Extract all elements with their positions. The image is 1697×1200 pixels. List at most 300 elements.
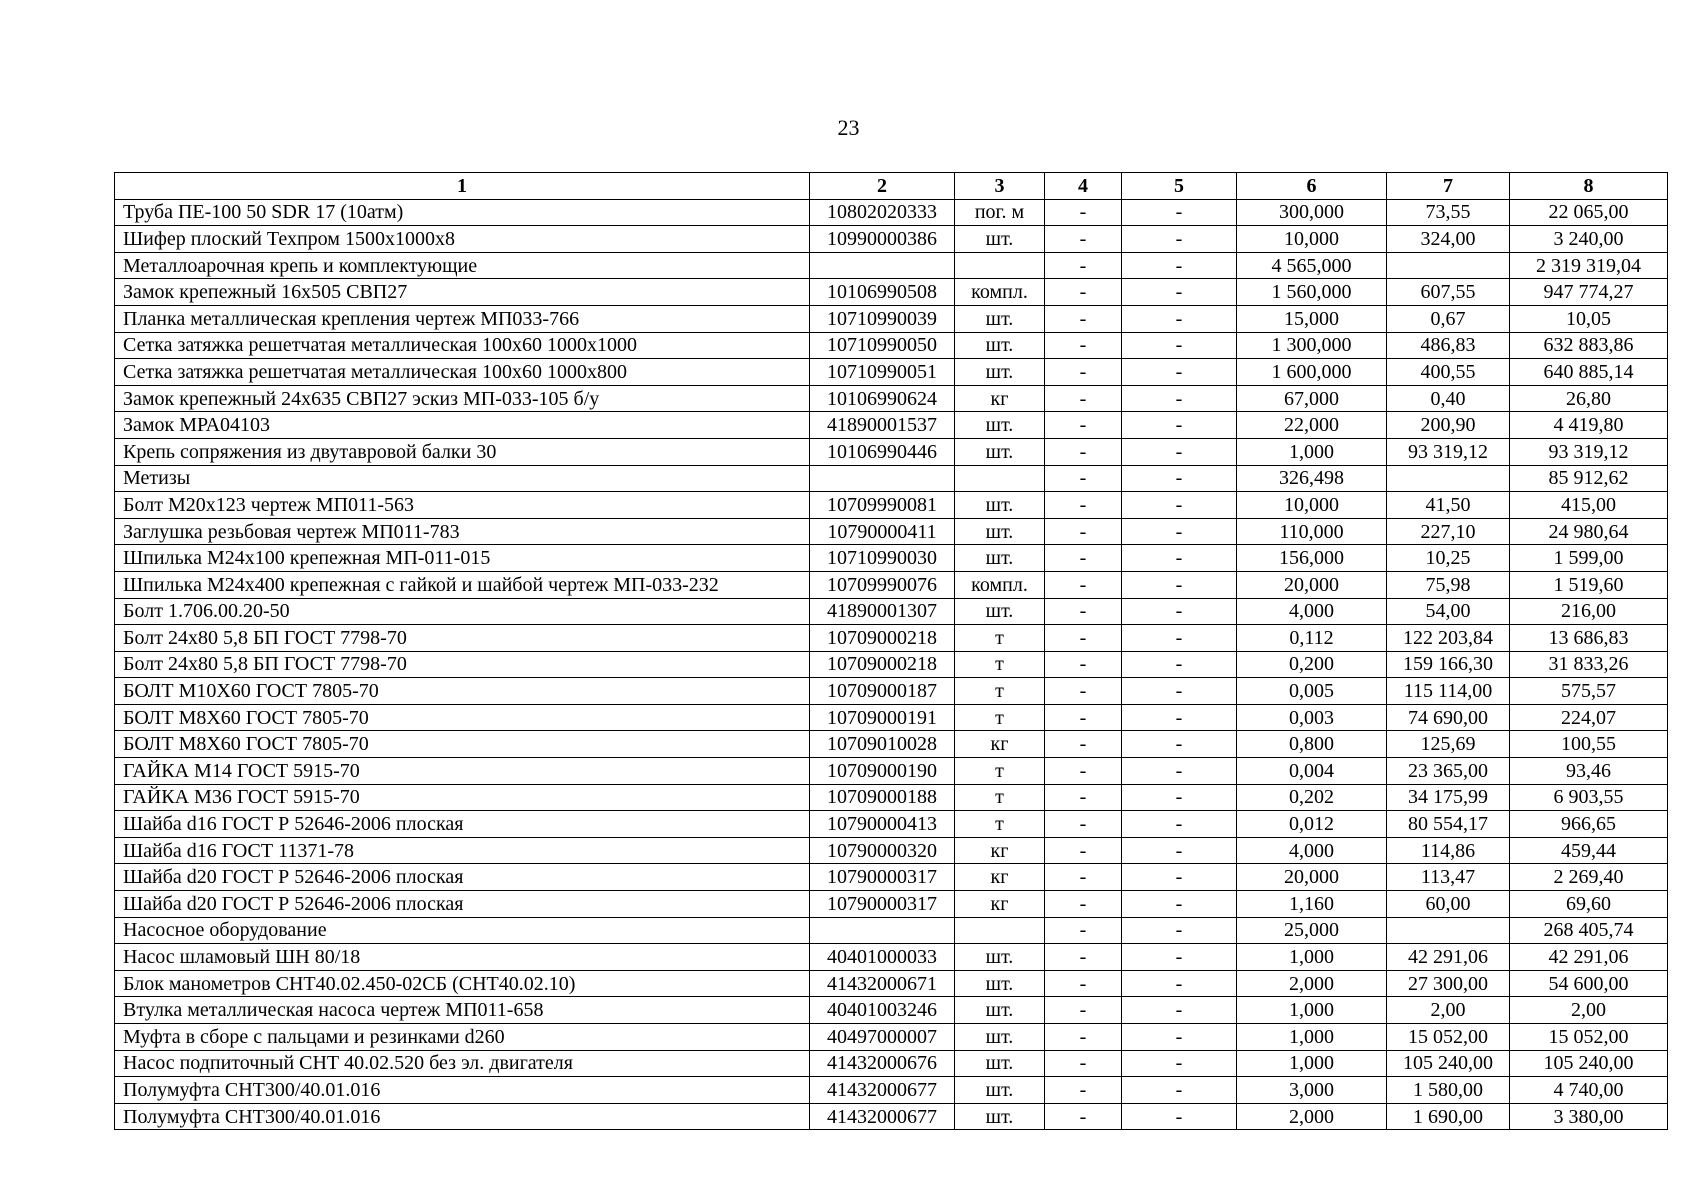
col4-cell: - [1045, 1103, 1122, 1130]
unit-cell: т [955, 811, 1045, 838]
amount-cell: 268 405,74 [1510, 917, 1668, 944]
item-name-cell: Замок крепежный 24х635 СВП27 эскиз МП-033-105 б/у [115, 385, 810, 412]
item-code-cell: 40401003246 [810, 997, 955, 1024]
quantity-cell: 4 565,000 [1237, 252, 1387, 279]
col4-cell: - [1045, 465, 1122, 492]
col5-cell: - [1122, 518, 1237, 545]
amount-cell: 10,05 [1510, 305, 1668, 332]
item-code-cell: 10709000218 [810, 625, 955, 652]
col5-cell: - [1122, 704, 1237, 731]
item-code-cell: 10790000317 [810, 864, 955, 891]
col4-cell: - [1045, 359, 1122, 386]
unit-cell: т [955, 651, 1045, 678]
col4-cell: - [1045, 704, 1122, 731]
table-row [115, 997, 1668, 1024]
quantity-cell: 0,003 [1237, 704, 1387, 731]
quantity-cell: 110,000 [1237, 518, 1387, 545]
col5-cell: - [1122, 545, 1237, 572]
unit-cell: т [955, 625, 1045, 652]
col5-cell: - [1122, 359, 1237, 386]
column-header: 4 [1045, 173, 1122, 200]
col5-cell: - [1122, 997, 1237, 1024]
unit-cell: шт. [955, 1050, 1045, 1077]
item-name-cell: Шпилька М24х100 крепежная МП-011-015 [115, 545, 810, 572]
price-cell: 42 291,06 [1387, 944, 1510, 971]
quantity-cell: 2,000 [1237, 970, 1387, 997]
item-name-cell: ГАЙКА М36 ГОСТ 5915-70 [115, 784, 810, 811]
amount-cell: 85 912,62 [1510, 465, 1668, 492]
item-name-cell: Шайба d16 ГОСТ 11371-78 [115, 837, 810, 864]
amount-cell: 1 519,60 [1510, 571, 1668, 598]
table-row [115, 279, 1668, 306]
table-row [115, 1050, 1668, 1077]
column-header: 2 [810, 173, 955, 200]
item-name-cell: Труба ПЕ-100 50 SDR 17 (10атм) [115, 199, 810, 226]
amount-cell: 13 686,83 [1510, 625, 1668, 652]
amount-cell: 947 774,27 [1510, 279, 1668, 306]
amount-cell: 42 291,06 [1510, 944, 1668, 971]
price-cell: 54,00 [1387, 598, 1510, 625]
amount-cell: 459,44 [1510, 837, 1668, 864]
table-row [115, 359, 1668, 386]
col5-cell: - [1122, 465, 1237, 492]
item-name-cell: Втулка металлическая насоса чертеж МП011-658 [115, 997, 810, 1024]
amount-cell: 966,65 [1510, 811, 1668, 838]
item-name-cell: Насос шламовый ШН 80/18 [115, 944, 810, 971]
col5-cell: - [1122, 412, 1237, 439]
amount-cell: 93,46 [1510, 758, 1668, 785]
quantity-cell: 3,000 [1237, 1077, 1387, 1104]
price-cell: 486,83 [1387, 332, 1510, 359]
amount-cell: 2,00 [1510, 997, 1668, 1024]
table-header-row [115, 173, 1668, 200]
item-code-cell: 10709000190 [810, 758, 955, 785]
item-code-cell: 10709990081 [810, 492, 955, 519]
item-code-cell: 10106990446 [810, 438, 955, 465]
col5-cell: - [1122, 864, 1237, 891]
item-code-cell: 10710990030 [810, 545, 955, 572]
unit-cell: шт. [955, 545, 1045, 572]
unit-cell: кг [955, 731, 1045, 758]
col5-cell: - [1122, 1024, 1237, 1051]
quantity-cell: 20,000 [1237, 864, 1387, 891]
materials-table-container [114, 172, 1668, 1130]
item-code-cell: 10709990076 [810, 571, 955, 598]
column-header: 3 [955, 173, 1045, 200]
amount-cell: 105 240,00 [1510, 1050, 1668, 1077]
unit-cell: шт. [955, 944, 1045, 971]
unit-cell [955, 252, 1045, 279]
quantity-cell: 300,000 [1237, 199, 1387, 226]
unit-cell: шт. [955, 598, 1045, 625]
price-cell: 0,40 [1387, 385, 1510, 412]
col5-cell: - [1122, 252, 1237, 279]
table-row [115, 332, 1668, 359]
unit-cell: т [955, 758, 1045, 785]
quantity-cell: 0,200 [1237, 651, 1387, 678]
item-name-cell: Замок МРА04103 [115, 412, 810, 439]
price-cell: 73,55 [1387, 199, 1510, 226]
col5-cell: - [1122, 305, 1237, 332]
col4-cell: - [1045, 385, 1122, 412]
unit-cell: шт. [955, 492, 1045, 519]
amount-cell: 4 740,00 [1510, 1077, 1668, 1104]
amount-cell: 3 240,00 [1510, 226, 1668, 253]
col4-cell: - [1045, 571, 1122, 598]
col4-cell: - [1045, 837, 1122, 864]
item-name-cell: Металлоарочная крепь и комплектующие [115, 252, 810, 279]
col5-cell: - [1122, 1050, 1237, 1077]
price-cell: 93 319,12 [1387, 438, 1510, 465]
col5-cell: - [1122, 811, 1237, 838]
col5-cell: - [1122, 625, 1237, 652]
quantity-cell: 22,000 [1237, 412, 1387, 439]
table-row [115, 492, 1668, 519]
col4-cell: - [1045, 438, 1122, 465]
item-code-cell: 10106990508 [810, 279, 955, 306]
column-header: 1 [115, 173, 810, 200]
item-code-cell: 40401000033 [810, 944, 955, 971]
unit-cell: кг [955, 864, 1045, 891]
item-code-cell: 10709000187 [810, 678, 955, 705]
unit-cell: шт. [955, 1103, 1045, 1130]
amount-cell: 22 065,00 [1510, 199, 1668, 226]
table-row [115, 252, 1668, 279]
price-cell: 41,50 [1387, 492, 1510, 519]
table-row [115, 518, 1668, 545]
quantity-cell: 15,000 [1237, 305, 1387, 332]
price-cell: 114,86 [1387, 837, 1510, 864]
table-row [115, 571, 1668, 598]
unit-cell: т [955, 678, 1045, 705]
col4-cell: - [1045, 492, 1122, 519]
table-row [115, 625, 1668, 652]
col4-cell: - [1045, 944, 1122, 971]
col4-cell: - [1045, 917, 1122, 944]
price-cell: 200,90 [1387, 412, 1510, 439]
unit-cell: шт. [955, 1024, 1045, 1051]
quantity-cell: 1,000 [1237, 997, 1387, 1024]
quantity-cell: 0,012 [1237, 811, 1387, 838]
quantity-cell: 10,000 [1237, 492, 1387, 519]
col5-cell: - [1122, 678, 1237, 705]
item-code-cell: 10709000191 [810, 704, 955, 731]
col4-cell: - [1045, 651, 1122, 678]
col5-cell: - [1122, 598, 1237, 625]
col4-cell: - [1045, 1077, 1122, 1104]
quantity-cell: 67,000 [1237, 385, 1387, 412]
col5-cell: - [1122, 438, 1237, 465]
col5-cell: - [1122, 651, 1237, 678]
item-name-cell: БОЛТ М10Х60 ГОСТ 7805-70 [115, 678, 810, 705]
col5-cell: - [1122, 891, 1237, 918]
table-row [115, 1024, 1668, 1051]
item-name-cell: Насосное оборудование [115, 917, 810, 944]
item-code-cell: 10790000320 [810, 837, 955, 864]
unit-cell: шт. [955, 332, 1045, 359]
table-row [115, 226, 1668, 253]
amount-cell: 93 319,12 [1510, 438, 1668, 465]
item-code-cell: 10802020333 [810, 199, 955, 226]
table-row [115, 438, 1668, 465]
col4-cell: - [1045, 545, 1122, 572]
price-cell [1387, 252, 1510, 279]
col5-cell: - [1122, 492, 1237, 519]
column-header: 5 [1122, 173, 1237, 200]
item-name-cell: Заглушка резьбовая чертеж МП011-783 [115, 518, 810, 545]
unit-cell [955, 465, 1045, 492]
quantity-cell: 1,160 [1237, 891, 1387, 918]
price-cell: 34 175,99 [1387, 784, 1510, 811]
col5-cell: - [1122, 758, 1237, 785]
item-name-cell: Замок крепежный 16х505 СВП27 [115, 279, 810, 306]
quantity-cell: 10,000 [1237, 226, 1387, 253]
item-name-cell: Болт 24х80 5,8 БП ГОСТ 7798-70 [115, 625, 810, 652]
price-cell: 23 365,00 [1387, 758, 1510, 785]
materials-table [114, 172, 1668, 1130]
item-code-cell: 41432000677 [810, 1103, 955, 1130]
unit-cell: т [955, 784, 1045, 811]
col5-cell: - [1122, 332, 1237, 359]
item-name-cell: Блок манометров СНТ40.02.450-02СБ (СНТ40.02.10) [115, 970, 810, 997]
amount-cell: 224,07 [1510, 704, 1668, 731]
item-name-cell: Шайба d20 ГОСТ Р 52646-2006 плоская [115, 864, 810, 891]
item-code-cell: 40497000007 [810, 1024, 955, 1051]
price-cell [1387, 917, 1510, 944]
column-header: 8 [1510, 173, 1668, 200]
item-name-cell: Шпилька М24х400 крепежная с гайкой и шайбой чертеж МП-033-232 [115, 571, 810, 598]
amount-cell: 15 052,00 [1510, 1024, 1668, 1051]
quantity-cell: 1 600,000 [1237, 359, 1387, 386]
price-cell: 324,00 [1387, 226, 1510, 253]
item-name-cell: Сетка затяжка решетчатая металлическая 100х60 1000х800 [115, 359, 810, 386]
item-code-cell: 10710990050 [810, 332, 955, 359]
table-row [115, 864, 1668, 891]
unit-cell: компл. [955, 279, 1045, 306]
amount-cell: 24 980,64 [1510, 518, 1668, 545]
price-cell: 122 203,84 [1387, 625, 1510, 652]
item-name-cell: Болт 1.706.00.20-50 [115, 598, 810, 625]
col4-cell: - [1045, 1024, 1122, 1051]
table-row [115, 598, 1668, 625]
col4-cell: - [1045, 252, 1122, 279]
col4-cell: - [1045, 758, 1122, 785]
item-code-cell: 10709000188 [810, 784, 955, 811]
item-code-cell: 10106990624 [810, 385, 955, 412]
unit-cell: шт. [955, 518, 1045, 545]
unit-cell: шт. [955, 1077, 1045, 1104]
col5-cell: - [1122, 970, 1237, 997]
col4-cell: - [1045, 199, 1122, 226]
quantity-cell: 4,000 [1237, 598, 1387, 625]
quantity-cell: 25,000 [1237, 917, 1387, 944]
amount-cell: 2 319 319,04 [1510, 252, 1668, 279]
col5-cell: - [1122, 226, 1237, 253]
unit-cell: шт. [955, 970, 1045, 997]
item-name-cell: ГАЙКА М14 ГОСТ 5915-70 [115, 758, 810, 785]
price-cell: 1 580,00 [1387, 1077, 1510, 1104]
price-cell: 0,67 [1387, 305, 1510, 332]
price-cell: 75,98 [1387, 571, 1510, 598]
unit-cell: шт. [955, 226, 1045, 253]
unit-cell [955, 917, 1045, 944]
item-code-cell: 10790000317 [810, 891, 955, 918]
quantity-cell: 0,800 [1237, 731, 1387, 758]
item-code-cell: 41432000676 [810, 1050, 955, 1077]
unit-cell: шт. [955, 305, 1045, 332]
unit-cell: кг [955, 891, 1045, 918]
item-name-cell: Метизы [115, 465, 810, 492]
item-code-cell: 41432000671 [810, 970, 955, 997]
col5-cell: - [1122, 944, 1237, 971]
unit-cell: шт. [955, 359, 1045, 386]
price-cell: 115 114,00 [1387, 678, 1510, 705]
table-row [115, 545, 1668, 572]
unit-cell: кг [955, 837, 1045, 864]
item-code-cell: 10790000411 [810, 518, 955, 545]
table-row [115, 1077, 1668, 1104]
price-cell: 74 690,00 [1387, 704, 1510, 731]
item-name-cell: Планка металлическая крепления чертеж МП033-766 [115, 305, 810, 332]
col4-cell: - [1045, 518, 1122, 545]
col4-cell: - [1045, 997, 1122, 1024]
price-cell [1387, 465, 1510, 492]
table-row [115, 412, 1668, 439]
price-cell: 60,00 [1387, 891, 1510, 918]
item-code-cell [810, 465, 955, 492]
table-row [115, 199, 1668, 226]
col4-cell: - [1045, 598, 1122, 625]
unit-cell: пог. м [955, 199, 1045, 226]
quantity-cell: 156,000 [1237, 545, 1387, 572]
table-row [115, 758, 1668, 785]
item-code-cell: 10790000413 [810, 811, 955, 838]
price-cell: 227,10 [1387, 518, 1510, 545]
amount-cell: 69,60 [1510, 891, 1668, 918]
item-name-cell: Крепь сопряжения из двутавровой балки 30 [115, 438, 810, 465]
quantity-cell: 20,000 [1237, 571, 1387, 598]
quantity-cell: 1,000 [1237, 944, 1387, 971]
price-cell: 607,55 [1387, 279, 1510, 306]
price-cell: 80 554,17 [1387, 811, 1510, 838]
col5-cell: - [1122, 917, 1237, 944]
amount-cell: 3 380,00 [1510, 1103, 1668, 1130]
amount-cell: 6 903,55 [1510, 784, 1668, 811]
unit-cell: т [955, 704, 1045, 731]
item-name-cell: Полумуфта СНТ300/40.01.016 [115, 1103, 810, 1130]
quantity-cell: 0,202 [1237, 784, 1387, 811]
quantity-cell: 326,498 [1237, 465, 1387, 492]
quantity-cell: 0,112 [1237, 625, 1387, 652]
col4-cell: - [1045, 279, 1122, 306]
item-name-cell: Насос подпиточный СНТ 40.02.520 без эл. двигателя [115, 1050, 810, 1077]
item-name-cell: Болт 24х80 5,8 БП ГОСТ 7798-70 [115, 651, 810, 678]
col4-cell: - [1045, 811, 1122, 838]
item-code-cell: 10990000386 [810, 226, 955, 253]
quantity-cell: 1 300,000 [1237, 332, 1387, 359]
col4-cell: - [1045, 784, 1122, 811]
col5-cell: - [1122, 1077, 1237, 1104]
quantity-cell: 0,004 [1237, 758, 1387, 785]
table-row [115, 704, 1668, 731]
quantity-cell: 1,000 [1237, 1050, 1387, 1077]
col4-cell: - [1045, 864, 1122, 891]
table-row [115, 917, 1668, 944]
price-cell: 15 052,00 [1387, 1024, 1510, 1051]
price-cell: 27 300,00 [1387, 970, 1510, 997]
quantity-cell: 2,000 [1237, 1103, 1387, 1130]
price-cell: 113,47 [1387, 864, 1510, 891]
price-cell: 1 690,00 [1387, 1103, 1510, 1130]
unit-cell: компл. [955, 571, 1045, 598]
item-code-cell: 10709000218 [810, 651, 955, 678]
col4-cell: - [1045, 305, 1122, 332]
price-cell: 105 240,00 [1387, 1050, 1510, 1077]
table-row [115, 731, 1668, 758]
col5-cell: - [1122, 1103, 1237, 1130]
amount-cell: 54 600,00 [1510, 970, 1668, 997]
unit-cell: кг [955, 385, 1045, 412]
unit-cell: шт. [955, 412, 1045, 439]
item-code-cell: 41432000677 [810, 1077, 955, 1104]
item-code-cell: 41890001307 [810, 598, 955, 625]
col4-cell: - [1045, 678, 1122, 705]
price-cell: 2,00 [1387, 997, 1510, 1024]
quantity-cell: 1,000 [1237, 438, 1387, 465]
col4-cell: - [1045, 226, 1122, 253]
table-row [115, 944, 1668, 971]
column-header: 7 [1387, 173, 1510, 200]
item-code-cell: 10709010028 [810, 731, 955, 758]
table-row [115, 891, 1668, 918]
item-name-cell: БОЛТ М8Х60 ГОСТ 7805-70 [115, 704, 810, 731]
quantity-cell: 0,005 [1237, 678, 1387, 705]
amount-cell: 640 885,14 [1510, 359, 1668, 386]
price-cell: 400,55 [1387, 359, 1510, 386]
col5-cell: - [1122, 731, 1237, 758]
table-row [115, 970, 1668, 997]
col5-cell: - [1122, 199, 1237, 226]
table-row [115, 784, 1668, 811]
item-name-cell: Болт М20х123 чертеж МП011-563 [115, 492, 810, 519]
page-number: 23 [837, 115, 860, 140]
col4-cell: - [1045, 970, 1122, 997]
table-row [115, 465, 1668, 492]
price-cell: 125,69 [1387, 731, 1510, 758]
quantity-cell: 4,000 [1237, 837, 1387, 864]
amount-cell: 415,00 [1510, 492, 1668, 519]
amount-cell: 26,80 [1510, 385, 1668, 412]
amount-cell: 2 269,40 [1510, 864, 1668, 891]
col4-cell: - [1045, 625, 1122, 652]
amount-cell: 100,55 [1510, 731, 1668, 758]
table-row [115, 1103, 1668, 1130]
table-row [115, 678, 1668, 705]
column-header: 6 [1237, 173, 1387, 200]
col4-cell: - [1045, 332, 1122, 359]
col5-cell: - [1122, 385, 1237, 412]
item-name-cell: Сетка затяжка решетчатая металлическая 100х60 1000х1000 [115, 332, 810, 359]
quantity-cell: 1 560,000 [1237, 279, 1387, 306]
item-name-cell: Муфта в сборе с пальцами и резинками d260 [115, 1024, 810, 1051]
item-name-cell: Шифер плоский Техпром 1500x1000x8 [115, 226, 810, 253]
item-code-cell: 10710990051 [810, 359, 955, 386]
amount-cell: 216,00 [1510, 598, 1668, 625]
amount-cell: 4 419,80 [1510, 412, 1668, 439]
item-name-cell: Шайба d16 ГОСТ Р 52646-2006 плоская [115, 811, 810, 838]
item-name-cell: Полумуфта СНТ300/40.01.016 [115, 1077, 810, 1104]
item-code-cell: 10710990039 [810, 305, 955, 332]
